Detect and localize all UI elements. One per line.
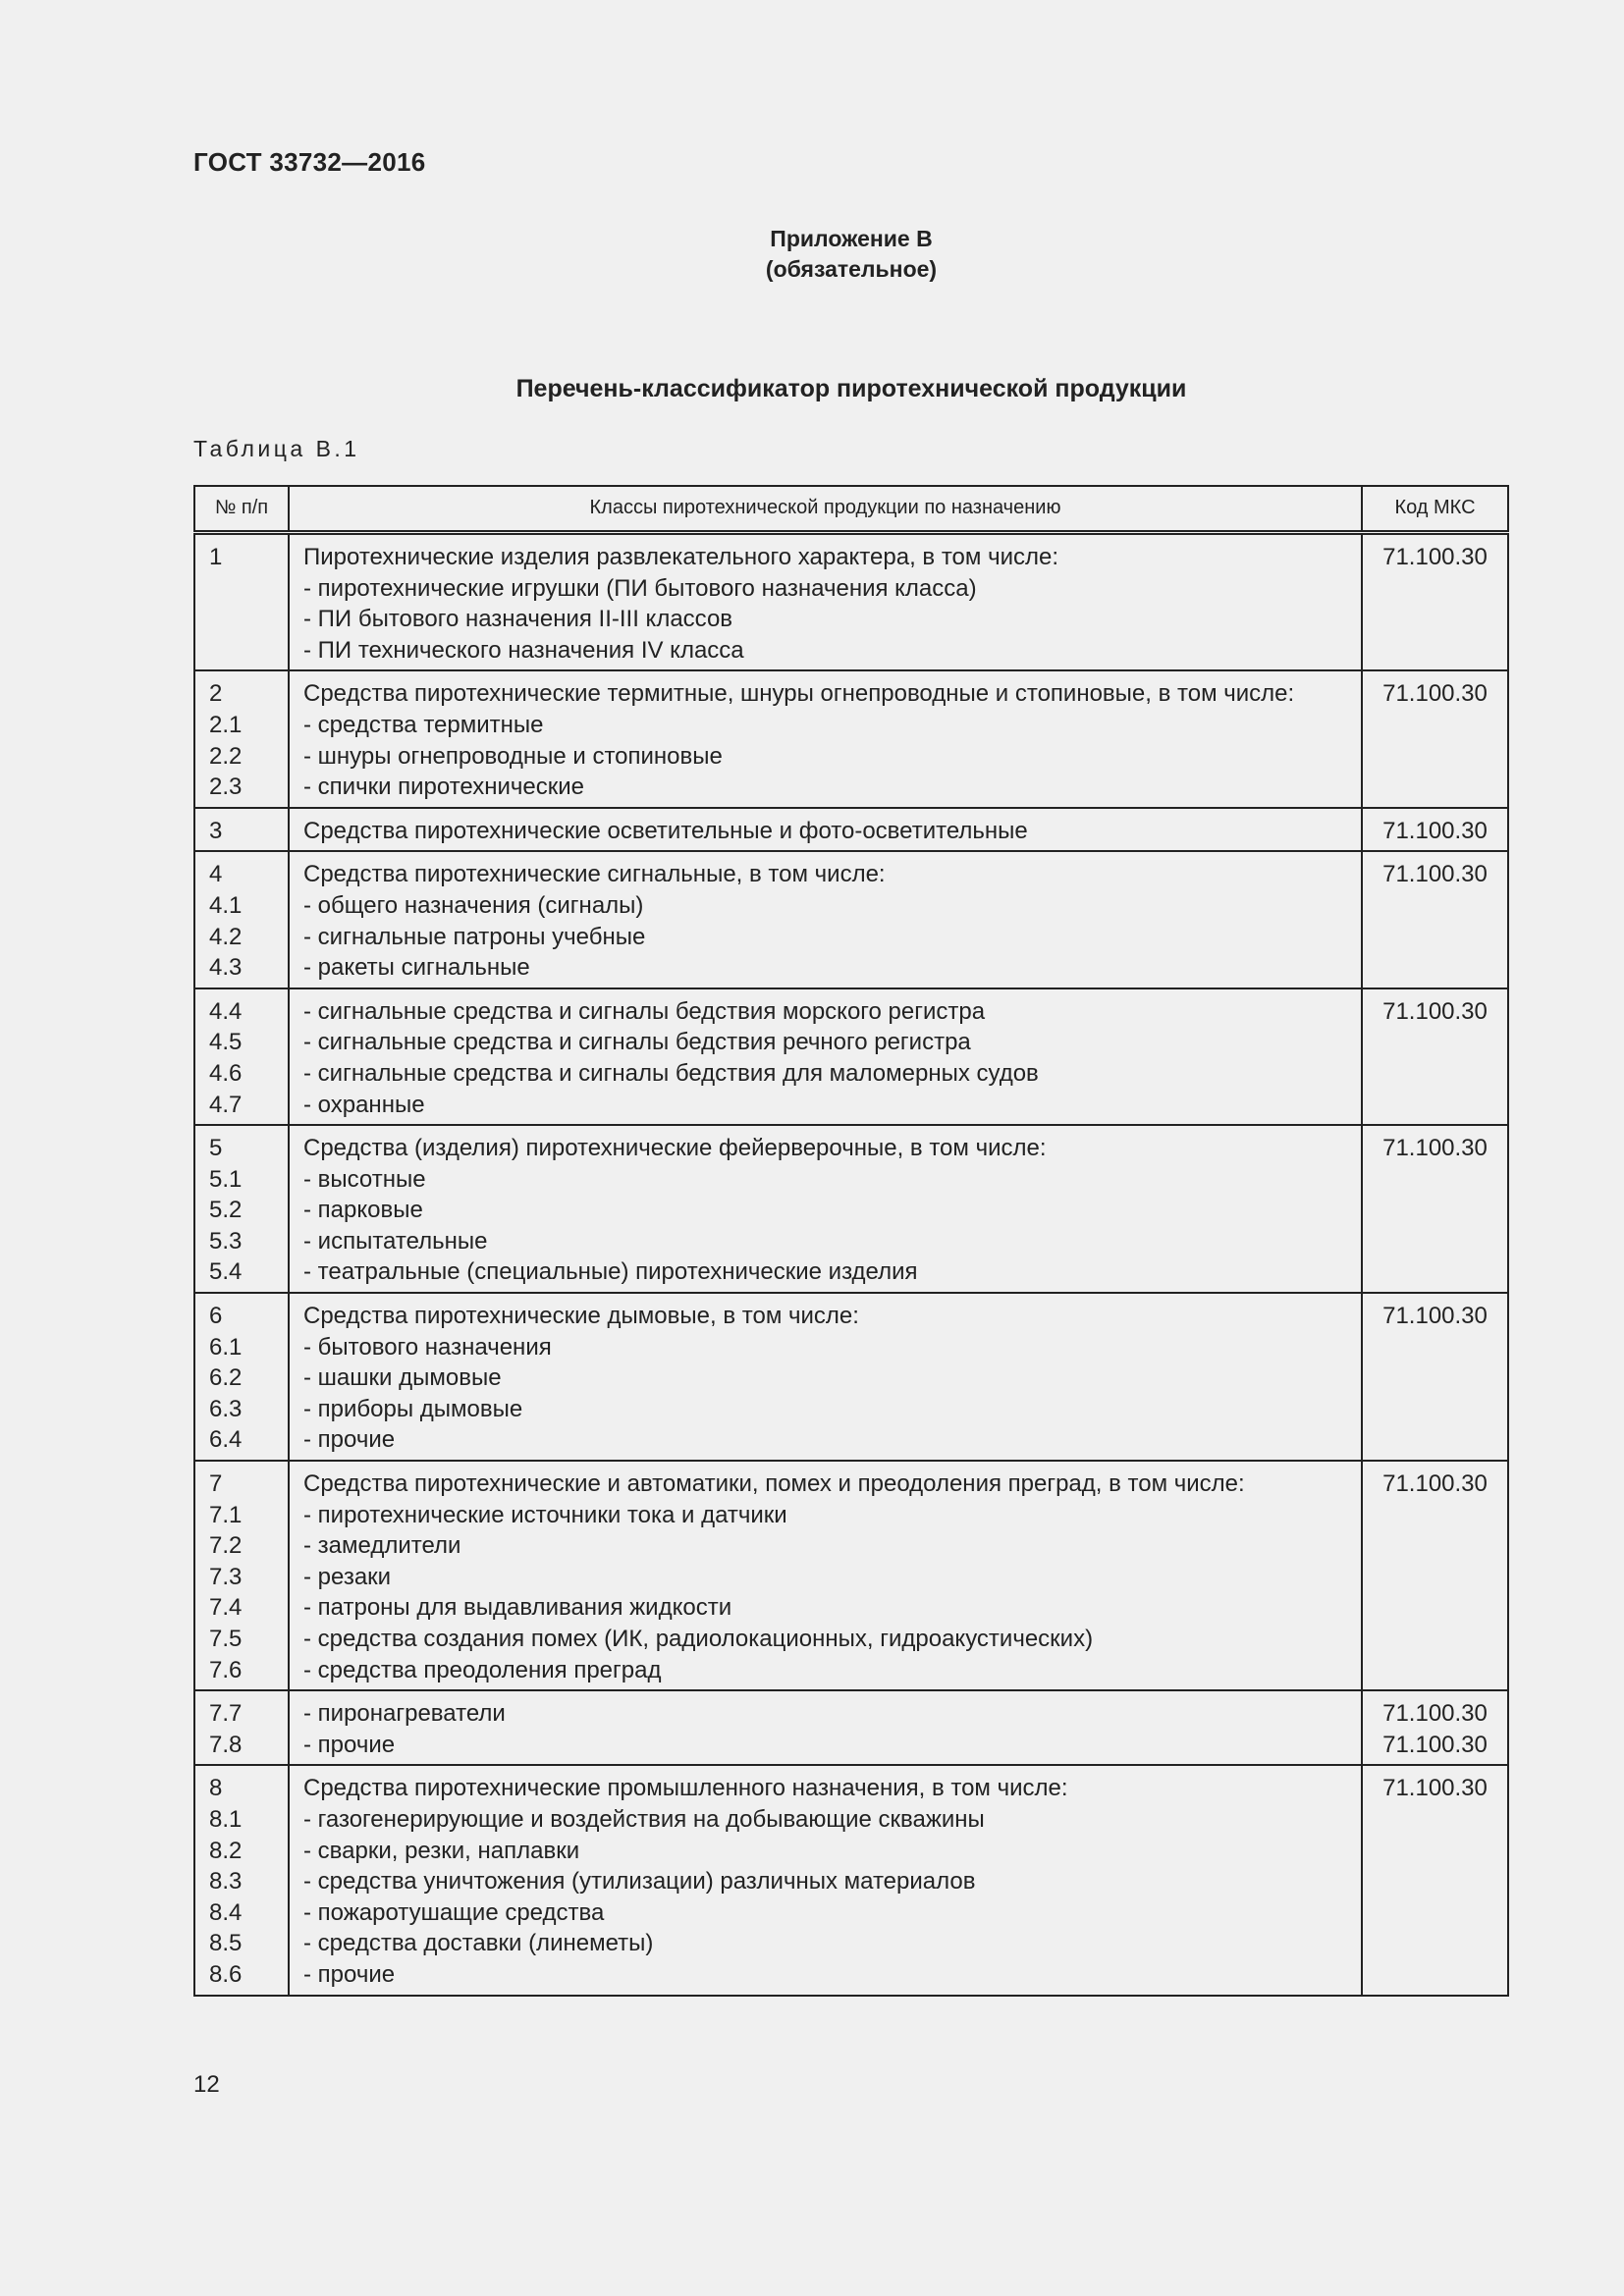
row-description-cell [289, 670, 1362, 807]
row-code-cell-line: 71.100.30 [1382, 817, 1488, 844]
table-row [194, 1690, 1508, 1765]
row-code-cell [1362, 1690, 1508, 1765]
row-code-cell-line: 71.100.30 [1382, 861, 1488, 888]
row-description-cell-line: - сигнальные средства и сигналы бедствия для маломерных судов [303, 1059, 1039, 1087]
row-description-cell-line: - сварки, резки, наплавки [303, 1837, 580, 1864]
row-number-cell-line: 6.3 [209, 1395, 243, 1422]
row-number-cell-line: 7.2 [209, 1532, 243, 1560]
table-row [194, 988, 1508, 1125]
row-description-cell-line: - шнуры огнепроводные и стопиновые [303, 742, 723, 770]
row-description-cell [289, 1690, 1362, 1765]
row-code-cell [1362, 1461, 1508, 1690]
row-number-cell-line: 2.3 [209, 774, 243, 801]
row-description-cell-line: - сигнальные патроны учебные [303, 923, 646, 950]
row-description-cell-line: - пожаротушащие средства [303, 1898, 605, 1926]
row-description-cell-line: - средства уничтожения (утилизации) различных материалов [303, 1868, 976, 1896]
row-number-cell-line: 8.1 [209, 1805, 243, 1833]
row-number-cell-line: 1 [209, 544, 223, 570]
row-number-cell-line: 4.7 [209, 1091, 243, 1118]
table-row [194, 1765, 1508, 1995]
row-description-cell-line: - театральные (специальные) пиротехнические изделия [303, 1258, 918, 1286]
row-description-cell-line: Средства пиротехнические осветительные и фото-осветительные [303, 817, 1028, 844]
row-number-cell-line: 5.1 [209, 1165, 243, 1193]
row-number-cell [194, 533, 289, 671]
row-description-cell-line: - прочие [303, 1426, 396, 1454]
row-number-cell-line: 4.1 [209, 891, 243, 919]
row-code-cell-line: 71.100.30 [1382, 1470, 1488, 1498]
row-number-cell [194, 808, 289, 852]
row-description-cell-line: - пиронагреватели [303, 1700, 506, 1728]
row-description-cell-line: Средства пиротехнические и автоматики, помех и преодоления преград, в том числе: [303, 1470, 1245, 1498]
table-header-row [194, 486, 1508, 533]
table-row [194, 1125, 1508, 1293]
row-description-cell-line: - средства доставки (линеметы) [303, 1930, 654, 1957]
row-description-cell-line: - испытательные [303, 1227, 488, 1255]
row-number-cell-line: 7.8 [209, 1731, 243, 1758]
row-description-cell [289, 988, 1362, 1125]
row-description-cell-line: - бытового назначения [303, 1333, 552, 1361]
row-code-cell-line: 71.100.30 [1382, 1775, 1488, 1802]
row-number-cell [194, 1765, 289, 1995]
row-description-cell-line: - сигнальные средства и сигналы бедствия морского регистра [303, 997, 986, 1025]
row-description-cell [289, 1765, 1362, 1995]
row-number-cell-line: 2.1 [209, 711, 243, 738]
row-number-cell-line: 2.2 [209, 742, 243, 770]
row-description-cell-line: - ракеты сигнальные [303, 954, 530, 982]
row-number-cell-line: 8.2 [209, 1837, 243, 1864]
appendix-heading [193, 224, 1509, 285]
row-number-cell-line: 6 [209, 1303, 223, 1330]
row-number-cell-line: 7.4 [209, 1594, 243, 1622]
row-number-cell-line: 5.2 [209, 1197, 243, 1224]
row-description-cell-line: - прочие [303, 1960, 396, 1988]
row-description-cell [289, 1125, 1362, 1293]
row-description-cell-line: - прочие [303, 1731, 396, 1758]
row-number-cell [194, 988, 289, 1125]
appendix-title: Приложение В [770, 226, 933, 251]
table-row [194, 533, 1508, 671]
table-body [194, 533, 1508, 1996]
row-description-cell-line: - замедлители [303, 1532, 461, 1560]
row-description-cell-line: - охранные [303, 1091, 425, 1118]
row-number-cell [194, 670, 289, 807]
row-description-cell-line: - пиротехнические игрушки (ПИ бытового назначения класса) [303, 574, 977, 602]
row-description-cell-line: Средства пиротехнические промышленного назначения, в том числе: [303, 1775, 1068, 1802]
row-description-cell [289, 1293, 1362, 1461]
row-number-cell-line: 3 [209, 817, 223, 844]
row-number-cell-line: 6.4 [209, 1426, 243, 1454]
row-description-cell-line: Пиротехнические изделия развлекательного характера, в том числе: [303, 544, 1058, 570]
row-description-cell-line: - пиротехнические источники тока и датчики [303, 1501, 787, 1528]
row-code-cell [1362, 988, 1508, 1125]
row-number-cell [194, 1461, 289, 1690]
row-number-cell-line: 5 [209, 1135, 223, 1162]
row-number-cell [194, 1125, 289, 1293]
row-description-cell-line: - патроны для выдавливания жидкости [303, 1594, 732, 1622]
row-code-cell [1362, 808, 1508, 852]
row-number-cell [194, 851, 289, 988]
row-number-cell-line: 2 [209, 680, 223, 708]
row-number-cell [194, 1690, 289, 1765]
row-description-cell [289, 1461, 1362, 1690]
row-code-cell-line: 71.100.30 [1382, 1303, 1488, 1330]
row-number-cell [194, 1293, 289, 1461]
row-description-cell-line: - средства термитные [303, 711, 544, 738]
row-number-cell-line: 4 [209, 861, 223, 888]
row-code-cell [1362, 1293, 1508, 1461]
row-code-cell-line: 71.100.30 [1382, 544, 1488, 570]
row-number-cell-line: 4.4 [209, 997, 243, 1025]
row-number-cell-line: 7.5 [209, 1626, 243, 1652]
row-number-cell-line: 7.6 [209, 1656, 243, 1683]
row-code-cell-line: 71.100.30 [1382, 1731, 1488, 1758]
table-row [194, 808, 1508, 852]
row-description-cell-line: - парковые [303, 1197, 423, 1224]
row-number-cell-line: 7.7 [209, 1700, 243, 1728]
page-number: 12 [193, 2071, 220, 2098]
table-row [194, 670, 1508, 807]
header-classes: Классы пиротехнической продукции по назначению [289, 486, 1362, 533]
row-number-cell-line: 8.3 [209, 1868, 243, 1896]
row-description-cell-line: Средства пиротехнические сигнальные, в том числе: [303, 861, 886, 888]
row-number-cell-line: 7.1 [209, 1501, 243, 1528]
row-code-cell-line: 71.100.30 [1382, 1700, 1488, 1728]
row-code-cell [1362, 1125, 1508, 1293]
row-description-cell-line: - ПИ бытового назначения II-III классов [303, 606, 733, 633]
row-code-cell [1362, 1765, 1508, 1995]
list-title: Перечень-классификатор пиротехнической продукции [515, 375, 1187, 402]
row-description-cell [289, 533, 1362, 671]
row-number-cell-line: 8 [209, 1775, 223, 1802]
row-number-cell-line: 4.6 [209, 1059, 243, 1087]
row-number-cell-line: 8.6 [209, 1960, 243, 1988]
row-number-cell-line: 6.1 [209, 1333, 243, 1361]
row-description-cell-line: - резаки [303, 1563, 392, 1590]
table-row [194, 1293, 1508, 1461]
row-number-cell-line: 4.5 [209, 1029, 243, 1056]
row-description-cell-line: Средства пиротехнические дымовые, в том числе: [303, 1303, 859, 1330]
row-description-cell-line: - газогенерирующие и воздействия на добывающие скважины [303, 1805, 985, 1833]
row-description-cell-line: - общего назначения (сигналы) [303, 891, 644, 919]
row-number-cell-line: 5.3 [209, 1227, 243, 1255]
classifier-table [193, 485, 1509, 1997]
header-number: № п/п [194, 486, 289, 533]
row-number-cell-line: 8.5 [209, 1930, 243, 1957]
row-number-cell-line: 7.3 [209, 1563, 243, 1590]
row-description-cell-line: - сигнальные средства и сигналы бедствия речного регистра [303, 1029, 971, 1056]
row-description-cell-line: - высотные [303, 1165, 426, 1193]
appendix-status: (обязательное) [765, 256, 938, 282]
row-description-cell [289, 808, 1362, 852]
row-number-cell-line: 4.2 [209, 923, 243, 950]
table-caption: Таблица В.1 [193, 436, 360, 461]
row-code-cell [1362, 533, 1508, 671]
row-number-cell-line: 4.3 [209, 954, 243, 982]
row-code-cell-line: 71.100.30 [1382, 1135, 1488, 1162]
row-description-cell-line: Средства (изделия) пиротехнические фейерверочные, в том числе: [303, 1135, 1047, 1162]
row-code-cell [1362, 851, 1508, 988]
row-number-cell-line: 7 [209, 1470, 223, 1498]
row-description-cell-line: - средства создания помех (ИК, радиолокационных, гидроакустических) [303, 1626, 1094, 1652]
row-code-cell [1362, 670, 1508, 807]
row-description-cell-line: - средства преодоления преград [303, 1656, 662, 1683]
row-description-cell [289, 851, 1362, 988]
table-row [194, 1461, 1508, 1690]
row-number-cell-line: 6.2 [209, 1364, 243, 1392]
row-code-cell-line: 71.100.30 [1382, 997, 1488, 1025]
row-code-cell-line: 71.100.30 [1382, 680, 1488, 708]
row-description-cell-line: - шашки дымовые [303, 1364, 502, 1392]
row-description-cell-line: - приборы дымовые [303, 1395, 523, 1422]
row-number-cell-line: 5.4 [209, 1258, 243, 1286]
document-code: ГОСТ 33732—2016 [193, 147, 426, 177]
row-number-cell-line: 8.4 [209, 1898, 243, 1926]
table-row [194, 851, 1508, 988]
row-description-cell-line: - ПИ технического назначения IV класса [303, 636, 744, 664]
row-description-cell-line: - спички пиротехнические [303, 774, 585, 801]
row-description-cell-line: Средства пиротехнические термитные, шнуры огнепроводные и стопиновые, в том числе: [303, 680, 1295, 708]
header-code: Код МКС [1362, 486, 1508, 533]
